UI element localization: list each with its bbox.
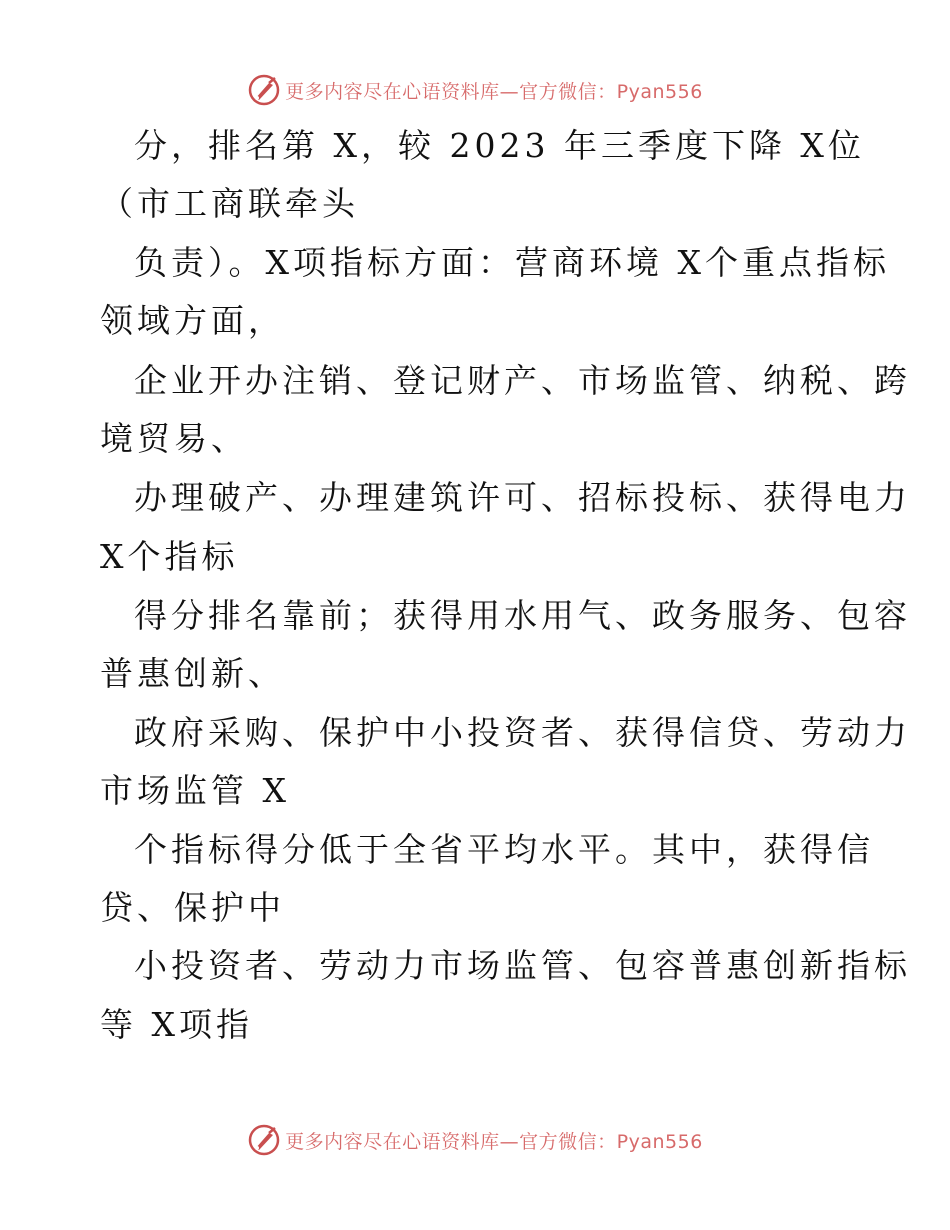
quill-pen-logo-icon [247, 1123, 281, 1157]
text-line: 个指标得分低于全省平均水平。其中，获得信 [134, 830, 874, 869]
text-line: 贷、保护中 [100, 888, 285, 927]
text-line: 企业开办注销、登记财产、市场监管、纳税、跨 [134, 361, 911, 400]
quill-pen-logo-icon [247, 73, 281, 107]
text-line: 办理破产、办理建筑许可、招标投标、获得电力 [134, 478, 911, 517]
watermark-header [0, 70, 950, 110]
text-line: 市场监管 X [100, 771, 290, 810]
watermark-text: 更多内容尽在心语资料库—官方微信：Pyan556 [285, 80, 703, 103]
text-line: 负责）。X项指标方面：营商环境 X个重点指标 [134, 243, 890, 282]
text-line: 小投资者、劳动力市场监管、包容普惠创新指标 [134, 946, 911, 985]
text-line: 境贸易、 [100, 419, 248, 458]
text-line: 政府采购、保护中小投资者、获得信贷、劳动力 [134, 713, 911, 752]
text-line: 领域方面， [100, 301, 285, 340]
text-line: 分，排名第 X，较 2023 年三季度下降 X位 [134, 126, 865, 165]
text-line: 得分排名靠前；获得用水用气、政务服务、包容 [134, 596, 911, 635]
text-line: 普惠创新、 [100, 654, 285, 693]
text-line: X个指标 [100, 537, 239, 576]
watermark-footer [0, 1120, 950, 1160]
text-line: 等 X项指 [100, 1005, 253, 1044]
text-line: （市工商联牵头 [100, 184, 359, 223]
watermark-text: 更多内容尽在心语资料库—官方微信：Pyan556 [285, 1130, 703, 1153]
